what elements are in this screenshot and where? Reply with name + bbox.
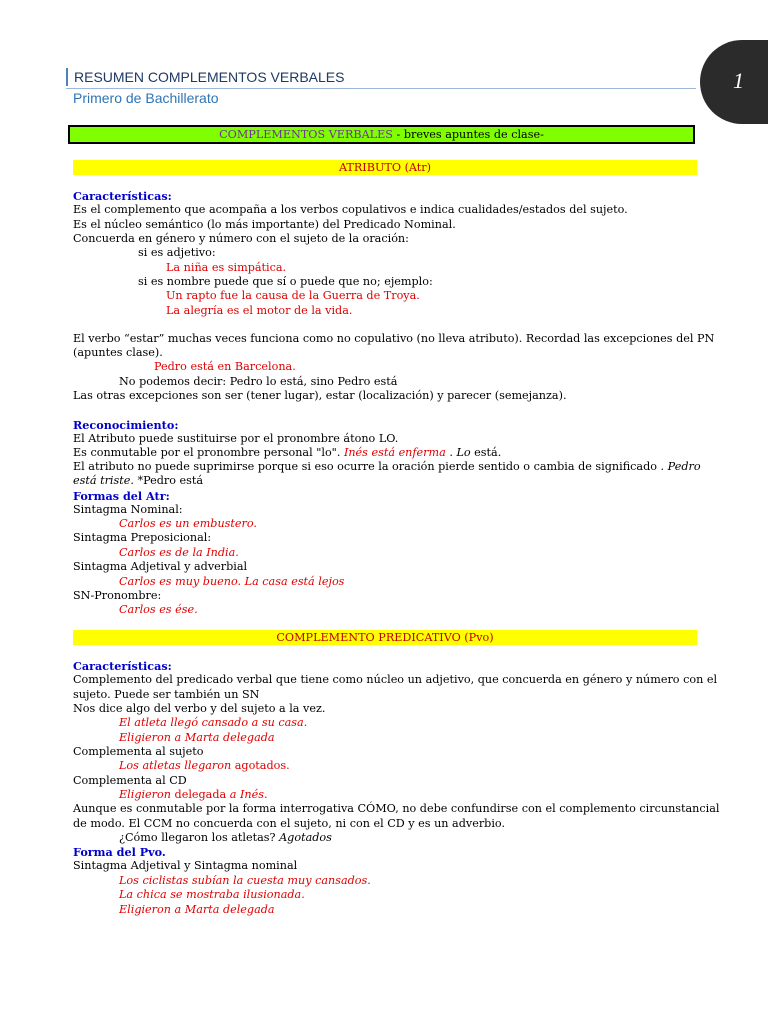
- pvo-p2: sujeto. Puede ser también un SN: [73, 688, 260, 701]
- atr-f3: Sintagma Adjetival y adverbial: [73, 560, 248, 573]
- atr-estar3: No podemos decir: Pedro lo está, sino Pedro está: [119, 375, 398, 388]
- r2d: Lo: [456, 446, 471, 459]
- pvo-p7: de modo. El CCM no concuerda con el sujeto, ni con el CD y es un adverbio.: [73, 817, 506, 830]
- atr-ex2: Un rapto fue la causa de la Guerra de Troya.: [166, 289, 420, 302]
- pvo-forma-label: Forma del Pvo.: [73, 845, 166, 859]
- r3b: Pedro: [667, 460, 701, 473]
- pvo-p4: Complementa al sujeto: [73, 745, 204, 758]
- document-header: [66, 68, 696, 86]
- p8a: ¿Cómo llegaron los atletas?: [119, 831, 280, 844]
- pvo-ex7: Eligieron a Marta delegada: [119, 903, 275, 916]
- atr-f3ex: Carlos es muy bueno. La casa está lejos: [119, 575, 345, 588]
- atr-f2ex: Carlos es de la India.: [119, 546, 239, 559]
- r2a: Es conmutable por el pronombre personal "lo".: [73, 446, 344, 459]
- atr-caracteristicas-label: Características:: [73, 189, 172, 203]
- r3a: El atributo no puede suprimirse porque si eso ocurre la oración pierde sentido o cambia de significado .: [73, 460, 668, 473]
- atr-c3: Concuerda en género y número con el sujeto de la oración:: [73, 232, 409, 245]
- atr-r3: [73, 460, 701, 474]
- page-number-tab: [700, 40, 768, 124]
- r2b: Inés está enferma: [343, 446, 446, 459]
- atributo-heading: ATRIBUTO (Atr): [73, 160, 697, 175]
- atr-c1: Es el complemento que acompaña a los verbos copulativos e indica cualidades/estados del sujeto.: [73, 203, 628, 216]
- banner-rest: - breves apuntes de clase-: [392, 128, 544, 141]
- header-rule: [66, 88, 696, 89]
- atr-c5: si es nombre puede que sí o puede que no; ejemplo:: [138, 275, 433, 288]
- ex4a: Eligieron: [119, 788, 175, 801]
- pvo-p6: Aunque es conmutable por la forma interrogativa CÓMO, no debe confundirse con el complemento circunstancial: [73, 802, 720, 815]
- pvo-ex6: La chica se mostraba ilusionada.: [119, 888, 305, 901]
- atr-f4: SN-Pronombre:: [73, 589, 162, 602]
- ex3a: Los atletas llegaron: [119, 759, 232, 772]
- pvo-ex1: El atleta llegó cansado a su casa.: [119, 716, 308, 729]
- title-banner: [68, 125, 695, 144]
- r4b: . *Pedro está: [130, 474, 204, 487]
- atr-r2: [73, 446, 501, 460]
- atr-r4: [73, 474, 203, 488]
- atr-f1ex: Carlos es un embustero.: [119, 517, 257, 530]
- pvo-caracteristicas-label: Características:: [73, 659, 172, 673]
- pvo-ex5: Los ciclistas subían la cuesta muy cansados.: [119, 874, 371, 887]
- atr-f1: Sintagma Nominal:: [73, 503, 183, 516]
- atr-r1: El Atributo puede sustituirse por el pronombre átono LO.: [73, 432, 399, 445]
- pvo-ex2: Eligieron a Marta delegada: [119, 731, 275, 744]
- r4a: está triste: [73, 474, 131, 487]
- atr-f2: Sintagma Preposicional:: [73, 531, 212, 544]
- atr-estar2: (apuntes clase).: [73, 346, 163, 359]
- ex4b: delegada: [174, 788, 227, 801]
- atr-ex3: La alegría es el motor de la vida.: [166, 304, 353, 317]
- pvo-ex4: [119, 788, 268, 802]
- atr-formas-label: Formas del Atr:: [73, 489, 170, 503]
- document-subtitle: Primero de Bachillerato: [73, 90, 219, 106]
- banner-main: COMPLEMENTOS VERBALES: [219, 128, 393, 141]
- pvo-p8: [119, 831, 332, 845]
- atr-estar1: El verbo “estar” muchas veces funciona como no copulativo (no lleva atributo). Recordad las excepciones del PN: [73, 332, 715, 345]
- ex3b: agotados.: [231, 759, 290, 772]
- atr-ex4: Pedro está en Barcelona.: [154, 360, 296, 373]
- atr-c2: Es el núcleo semántico (lo más importante) del Predicado Nominal.: [73, 218, 456, 231]
- atr-f4ex: Carlos es ése.: [119, 603, 198, 616]
- pvo-p5: Complementa al CD: [73, 774, 187, 787]
- atr-estar4: Las otras excepciones son ser (tener lugar), estar (localización) y parecer (semejanza).: [73, 389, 567, 402]
- header-bar: [66, 68, 696, 86]
- r2c: .: [445, 446, 457, 459]
- pvo-p3: Nos dice algo del verbo y del sujeto a la vez.: [73, 702, 326, 715]
- pvo-p1: Complemento del predicado verbal que tiene como núcleo un adjetivo, que concuerda en género y número con el: [73, 673, 718, 686]
- p8b: Agotados: [279, 831, 332, 844]
- r2e: está.: [470, 446, 502, 459]
- page-number: 1: [733, 68, 744, 93]
- document-title: RESUMEN COMPLEMENTOS VERBALES: [74, 69, 345, 85]
- atr-reconocimiento-label: Reconocimiento:: [73, 418, 179, 432]
- pvo-p9: Sintagma Adjetival y Sintagma nominal: [73, 859, 298, 872]
- pvo-ex3: [119, 759, 290, 773]
- ex4c: a Inés.: [226, 788, 268, 801]
- atr-ex1: La niña es simpática.: [166, 261, 287, 274]
- atr-c4: si es adjetivo:: [138, 246, 216, 259]
- predicativo-heading: COMPLEMENTO PREDICATIVO (Pvo): [73, 630, 697, 645]
